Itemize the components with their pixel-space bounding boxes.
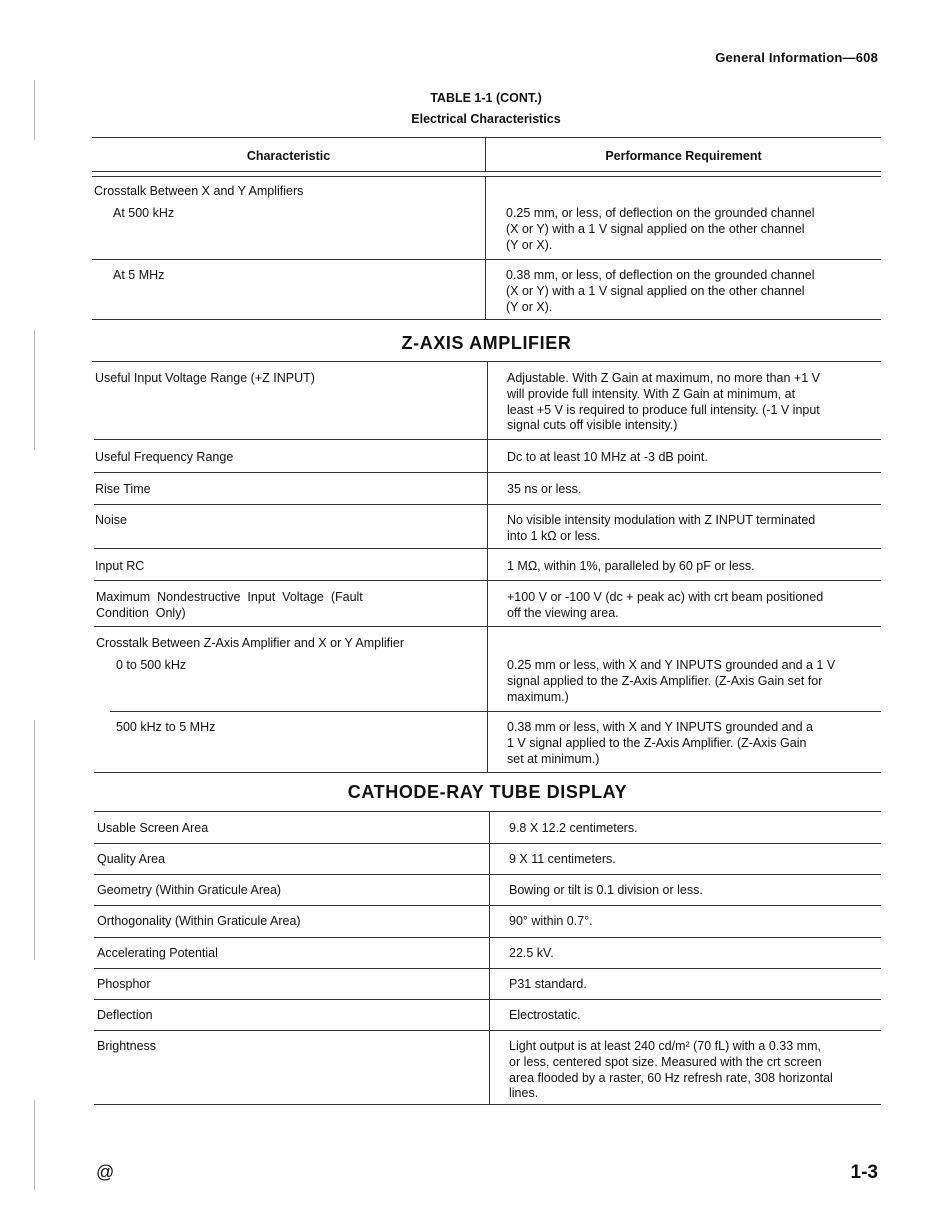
row-rule — [94, 504, 881, 505]
row-rule — [92, 319, 881, 320]
row-rule — [94, 843, 881, 844]
characteristic-line: Maximum Nondestructive Input Voltage (Fault — [96, 590, 363, 604]
characteristic-line: Condition Only) — [96, 605, 186, 620]
table-row-performance — [507, 720, 813, 767]
row-rule — [94, 626, 881, 627]
performance-line: 0.38 mm, or less, of deflection on the grounded channel — [506, 268, 815, 282]
row-rule — [94, 968, 881, 969]
performance-line: 0.25 mm, or less, of deflection on the grounded channel — [506, 206, 815, 220]
margin-mark — [34, 80, 35, 140]
row-rule — [94, 874, 881, 875]
performance-line: least +5 V is required to produce full intensity. (-1 V input — [507, 402, 820, 417]
performance-line: 1 V signal applied to the Z-Axis Amplifier. (Z-Axis Gain — [507, 735, 807, 750]
table-row-performance — [507, 513, 815, 545]
performance-line: Light output is at least 240 cd/m² (70 fL) with a 0.33 mm, — [509, 1039, 821, 1053]
row-rule — [94, 1030, 881, 1031]
row-rule — [94, 937, 881, 938]
row-rule — [94, 439, 881, 440]
performance-line: into 1 kΩ or less. — [507, 528, 601, 543]
header-rule — [92, 171, 881, 172]
table-row-characteristic: Accelerating Potential — [97, 946, 218, 960]
table-row-characteristic: Useful Frequency Range — [95, 450, 234, 464]
row-rule — [92, 259, 881, 260]
table-row-performance: 90° within 0.7°. — [509, 914, 593, 928]
table-row-performance — [506, 206, 815, 253]
table-row-performance: 35 ns or less. — [507, 482, 582, 496]
table-row-characteristic: Useful Input Voltage Range (+Z INPUT) — [95, 371, 315, 385]
performance-line: (Y or X). — [506, 299, 553, 314]
performance-line: (X or Y) with a 1 V signal applied on the other channel — [506, 283, 805, 298]
margin-mark — [34, 330, 35, 450]
performance-line: set at minimum.) — [507, 751, 600, 766]
table-row-performance: P31 standard. — [509, 977, 587, 991]
performance-line: or less, centered spot size. Measured with the crt screen — [509, 1054, 822, 1069]
table-row-performance: 9 X 11 centimeters. — [509, 852, 616, 866]
table-row-performance: 22.5 kV. — [509, 946, 554, 960]
margin-mark — [34, 720, 35, 960]
table-row-characteristic: Noise — [95, 513, 127, 527]
row-rule — [94, 772, 881, 773]
column-divider — [485, 176, 486, 319]
table-row-performance: Electrostatic. — [509, 1008, 581, 1022]
table-row-performance: 1 MΩ, within 1%, paralleled by 60 pF or less. — [507, 559, 755, 573]
table-row-performance — [507, 590, 823, 622]
section-rule — [94, 811, 881, 812]
header-rule-double — [92, 176, 881, 177]
column-header-performance: Performance Requirement — [605, 149, 762, 163]
table-row-characteristic: Brightness — [97, 1039, 157, 1053]
section-title-crt: CATHODE-RAY TUBE DISPLAY — [347, 782, 628, 802]
table-top-rule — [92, 137, 881, 138]
performance-line: 0.25 mm or less, with X and Y INPUTS grounded and a 1 V — [507, 658, 836, 672]
running-header: General Information—608 — [715, 50, 878, 65]
row-rule — [94, 548, 881, 549]
column-header-characteristic: Characteristic — [246, 149, 331, 163]
table-row-characteristic: Input RC — [95, 559, 145, 573]
row-rule — [110, 711, 881, 712]
table-row-characteristic: At 5 MHz — [113, 268, 165, 282]
column-divider — [489, 811, 490, 1104]
section-title-z-axis: Z-AXIS AMPLIFIER — [401, 333, 572, 353]
performance-line: 0.38 mm or less, with X and Y INPUTS grounded and a — [507, 720, 813, 734]
table-row-characteristic: Deflection — [97, 1008, 153, 1022]
table-row-performance: Bowing or tilt is 0.1 division or less. — [509, 883, 703, 897]
table-row-performance: Dc to at least 10 MHz at -3 dB point. — [507, 450, 708, 464]
table-row-characteristic: 500 kHz to 5 MHz — [116, 720, 216, 734]
table-row-performance — [506, 268, 815, 315]
row-rule — [94, 472, 881, 473]
table-title: TABLE 1-1 (CONT.) — [430, 91, 542, 105]
performance-line: (Y or X). — [506, 237, 553, 252]
performance-line: +100 V or -100 V (dc + peak ac) with crt beam positioned — [507, 590, 824, 604]
performance-line: No visible intensity modulation with Z INPUT terminated — [507, 513, 816, 527]
performance-line: signal applied to the Z-Axis Amplifier. (Z-Axis Gain set for — [507, 673, 823, 688]
table-row-characteristic: Rise Time — [95, 482, 151, 496]
table-row-performance — [509, 1039, 833, 1102]
performance-line: off the viewing area. — [507, 605, 619, 620]
performance-line: will provide full intensity. With Z Gain at minimum, at — [507, 386, 796, 401]
table-row-performance: 9.8 X 12.2 centimeters. — [509, 821, 638, 835]
table-row-performance — [507, 371, 820, 434]
publisher-symbol: @ — [96, 1162, 115, 1182]
table-row-characteristic: Usable Screen Area — [97, 821, 209, 835]
table-subtitle: Electrical Characteristics — [411, 112, 561, 126]
row-rule — [94, 580, 881, 581]
page-number: 1-3 — [850, 1162, 878, 1183]
table-row-characteristic: 0 to 500 kHz — [116, 658, 187, 672]
performance-line: Adjustable. With Z Gain at maximum, no more than +1 V — [507, 371, 820, 385]
table-bottom-rule — [94, 1104, 881, 1105]
performance-line: (X or Y) with a 1 V signal applied on the other channel — [506, 221, 805, 236]
table-row-characteristic: Phosphor — [97, 977, 151, 991]
margin-mark — [34, 1100, 35, 1190]
table-row-characteristic: Quality Area — [97, 852, 166, 866]
table-row-performance — [507, 658, 835, 705]
performance-line: area flooded by a raster, 60 Hz refresh rate, 308 horizontal — [509, 1070, 833, 1085]
group-label: Crosstalk Between X and Y Amplifiers — [94, 184, 304, 198]
row-rule — [94, 999, 881, 1000]
table-row-characteristic: Geometry (Within Graticule Area) — [97, 883, 282, 897]
row-rule — [94, 905, 881, 906]
table-row-characteristic — [96, 590, 363, 622]
performance-line: maximum.) — [507, 689, 569, 704]
table-row-characteristic: At 500 kHz — [113, 206, 175, 220]
performance-line: signal cuts off visible intensity.) — [507, 418, 678, 433]
performance-line: lines. — [509, 1086, 539, 1101]
table-row-characteristic: Orthogonality (Within Graticule Area) — [97, 914, 301, 928]
group-label: Crosstalk Between Z-Axis Amplifier and X or Y Amplifier — [96, 636, 404, 650]
